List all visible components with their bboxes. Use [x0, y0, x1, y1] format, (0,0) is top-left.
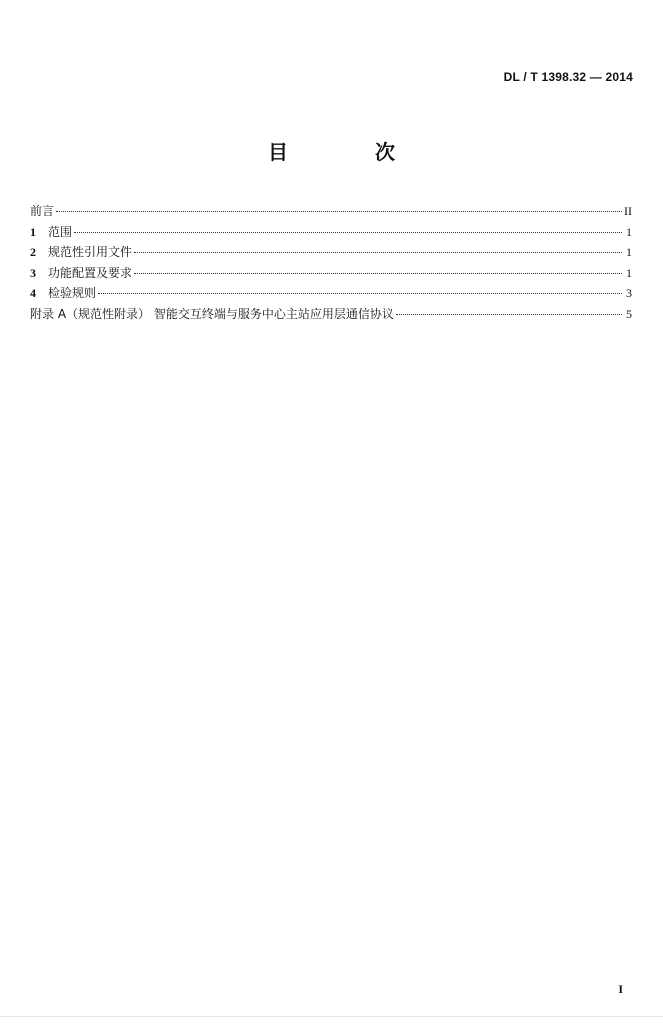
- toc-entry-foreword[interactable]: [30, 202, 632, 223]
- toc-entry-label: 范围: [48, 224, 73, 239]
- toc-entry-label: 前言: [30, 204, 55, 218]
- toc-entry-inspection-rules[interactable]: [30, 284, 632, 305]
- toc-entry-page: 1: [626, 265, 632, 280]
- toc-entry-label-wrap: [30, 223, 72, 240]
- standard-code: DL / T 1398.32 — 2014: [503, 70, 633, 84]
- toc-entry-number: 2: [30, 245, 36, 259]
- toc-entry-page: 1: [626, 245, 632, 259]
- toc-leader-dots: [98, 293, 622, 294]
- toc-leader-dots: [74, 232, 622, 233]
- toc-leader-dots: [134, 273, 622, 274]
- toc-entry-scope[interactable]: [30, 223, 632, 244]
- toc-entry-number: 3: [30, 265, 36, 280]
- toc-entry-label-wrap: [30, 264, 132, 281]
- toc-entry-function-requirements[interactable]: [30, 264, 632, 285]
- toc-entry-label: 检验规则: [48, 286, 97, 300]
- toc-entry-label: 规范性引用文件: [48, 245, 133, 259]
- toc-entry-label: 附录 A（规范性附录） 智能交互终端与服务中心主站应用层通信协议: [30, 306, 394, 321]
- toc-entry-annex-a[interactable]: [30, 305, 632, 326]
- toc-entry-page: 1: [626, 224, 632, 239]
- toc-entry-number: 1: [30, 224, 36, 239]
- page-number: I: [618, 982, 623, 996]
- toc-entry-page: 3: [626, 286, 632, 300]
- toc-entry-normative-references[interactable]: [30, 243, 632, 264]
- toc-entry-label: 功能配置及要求: [48, 265, 133, 280]
- table-of-contents: [30, 202, 632, 325]
- toc-title: 目 次: [268, 140, 435, 164]
- bottom-divider: [0, 1016, 663, 1017]
- toc-entry-label-wrap: [30, 284, 96, 301]
- toc-leader-dots: [134, 252, 622, 253]
- toc-entry-page: II: [624, 204, 632, 218]
- toc-entry-label-wrap: [30, 243, 132, 260]
- toc-entry-page: 5: [626, 306, 632, 321]
- toc-leader-dots: [396, 314, 622, 315]
- toc-leader-dots: [56, 211, 622, 212]
- toc-entry-number: 4: [30, 286, 36, 300]
